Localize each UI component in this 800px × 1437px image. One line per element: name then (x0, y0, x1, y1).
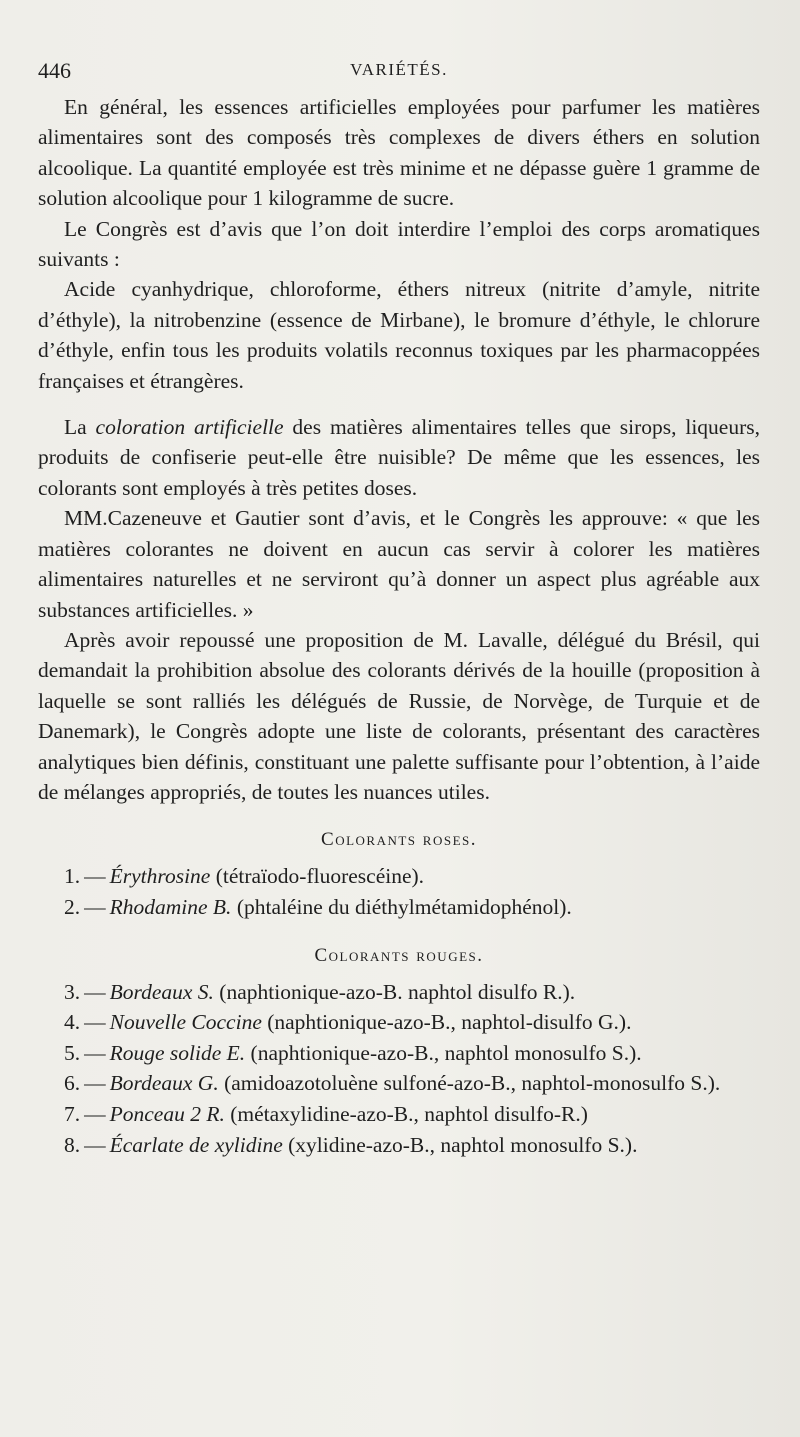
item-name: Ponceau 2 R. (109, 1101, 225, 1126)
list-item (38, 1130, 760, 1161)
item-number: 1. (64, 864, 81, 889)
item-dash: — (84, 1071, 106, 1096)
item-dash: — (84, 1040, 106, 1065)
item-dash: — (84, 1132, 106, 1157)
paragraph-corps-aromatiques: Acide cyanhydrique, chloroforme, éthers nitreux (nitrite d’amyle, nitrite d’éthyle), la nitrobenzine (essence de Mirbane), le bromure d’éthyle, le chlorure d’éthyle, enfin tous les produits volatils reconnus toxiques par les pharmacoppées françaises et étrangères. (38, 277, 760, 393)
list-item (38, 977, 760, 1008)
coloration-text-end: des matières alimentaires telles que sirops, liqueurs, produits de confiserie peut-elle être nuisible? De même que les essences, les colorants sont employés à très petites doses. (38, 415, 760, 500)
item-number: 7. (64, 1101, 81, 1126)
item-description: (naphtionique-azo-B., naphtol monosulfo S.). (250, 1040, 642, 1065)
coloration-italic-term: coloration artificielle (95, 415, 284, 440)
paragraph-cazeneuve-gautier: MM.Cazeneuve et Gautier sont d’avis, et le Congrès les approuve: « que les matières colorantes ne doivent en aucun cas servir à colorer les matières alimentaires naturelles et ne serviront qu’à donner un aspect plus agréable aux substances artificielles. » (38, 506, 760, 622)
item-dash: — (84, 1101, 106, 1126)
list-item (38, 1007, 760, 1038)
coloration-text-start: La (64, 415, 96, 440)
paragraph-coloration (38, 412, 760, 503)
heading-colorants-rouges: Colorants rouges. (314, 944, 484, 966)
item-name: Bordeaux S. (109, 979, 214, 1004)
item-description: (naphtionique-azo-B., naphtol-disulfo G.). (267, 1010, 632, 1035)
page-number: 446 (38, 58, 71, 83)
item-description: (naphtionique-azo-B. naphtol disulfo R.). (219, 979, 576, 1004)
paragraph-lavalle: Après avoir repoussé une proposition de M. Lavalle, délégué du Brésil, qui demandait la prohibition absolue des colorants dérivés de la houille (proposition à laquelle se sont ralliés les délégués de Russie, de Norvège, de Turquie et de Danemark), le Congrès adopte une liste de colorants, présentant des caractères analytiques bien définis, constituant une palette suffisante pour l’obtention, à l’aide de mélanges appropriés, de toutes les nuances utiles. (38, 627, 760, 804)
item-name: Érythrosine (109, 864, 211, 889)
list-item (38, 1068, 760, 1099)
paragraph-essences: En général, les essences artificielles employées pour parfumer les matières alimentaires sont des composés très complexes de divers éthers en solution alcoolique. La quantité employée est très minime et ne dépasse guère 1 gramme de solution alcoolique pour 1 kilogramme de sucre. (38, 95, 760, 211)
item-description: (phtaléine du diéthylmétamidophénol). (236, 894, 572, 919)
list-item (38, 1038, 760, 1069)
item-name: Écarlate de xylidine (109, 1132, 283, 1157)
item-number: 2. (64, 894, 81, 919)
item-dash: — (84, 894, 106, 919)
item-name: Bordeaux G. (109, 1071, 219, 1096)
item-number: 6. (64, 1071, 81, 1096)
heading-colorants-roses: Colorants roses. (321, 829, 477, 851)
item-name: Rouge solide E. (109, 1040, 246, 1065)
list-item (38, 892, 760, 923)
item-name: Rhodamine B. (109, 894, 232, 919)
list-colorants-rouges (38, 977, 760, 1161)
list-colorants-roses (38, 861, 760, 922)
running-head: VARIÉTÉS. (350, 60, 448, 79)
item-description: (tétraïodo-fluorescéine). (215, 864, 425, 889)
item-number: 8. (64, 1132, 81, 1157)
item-dash: — (84, 979, 106, 1004)
item-name: Nouvelle Coccine (109, 1010, 262, 1035)
page-header (38, 52, 760, 92)
item-number: 5. (64, 1040, 81, 1065)
item-dash: — (84, 1010, 106, 1035)
item-number: 3. (64, 979, 81, 1004)
list-item (38, 1099, 760, 1130)
item-description: (xylidine-azo-B., naphtol monosulfo S.). (288, 1132, 638, 1157)
list-item (38, 861, 760, 892)
item-description: (amidoazotoluène sulfoné-azo-B., naphtol-monosulfo S.). (224, 1071, 721, 1096)
item-description: (métaxylidine-azo-B., naphtol disulfo-R.) (230, 1101, 588, 1126)
item-number: 4. (64, 1010, 81, 1035)
item-dash: — (84, 864, 106, 889)
paragraph-congres-avis: Le Congrès est d’avis que l’on doit interdire l’emploi des corps aromatiques suivants : (38, 216, 760, 272)
